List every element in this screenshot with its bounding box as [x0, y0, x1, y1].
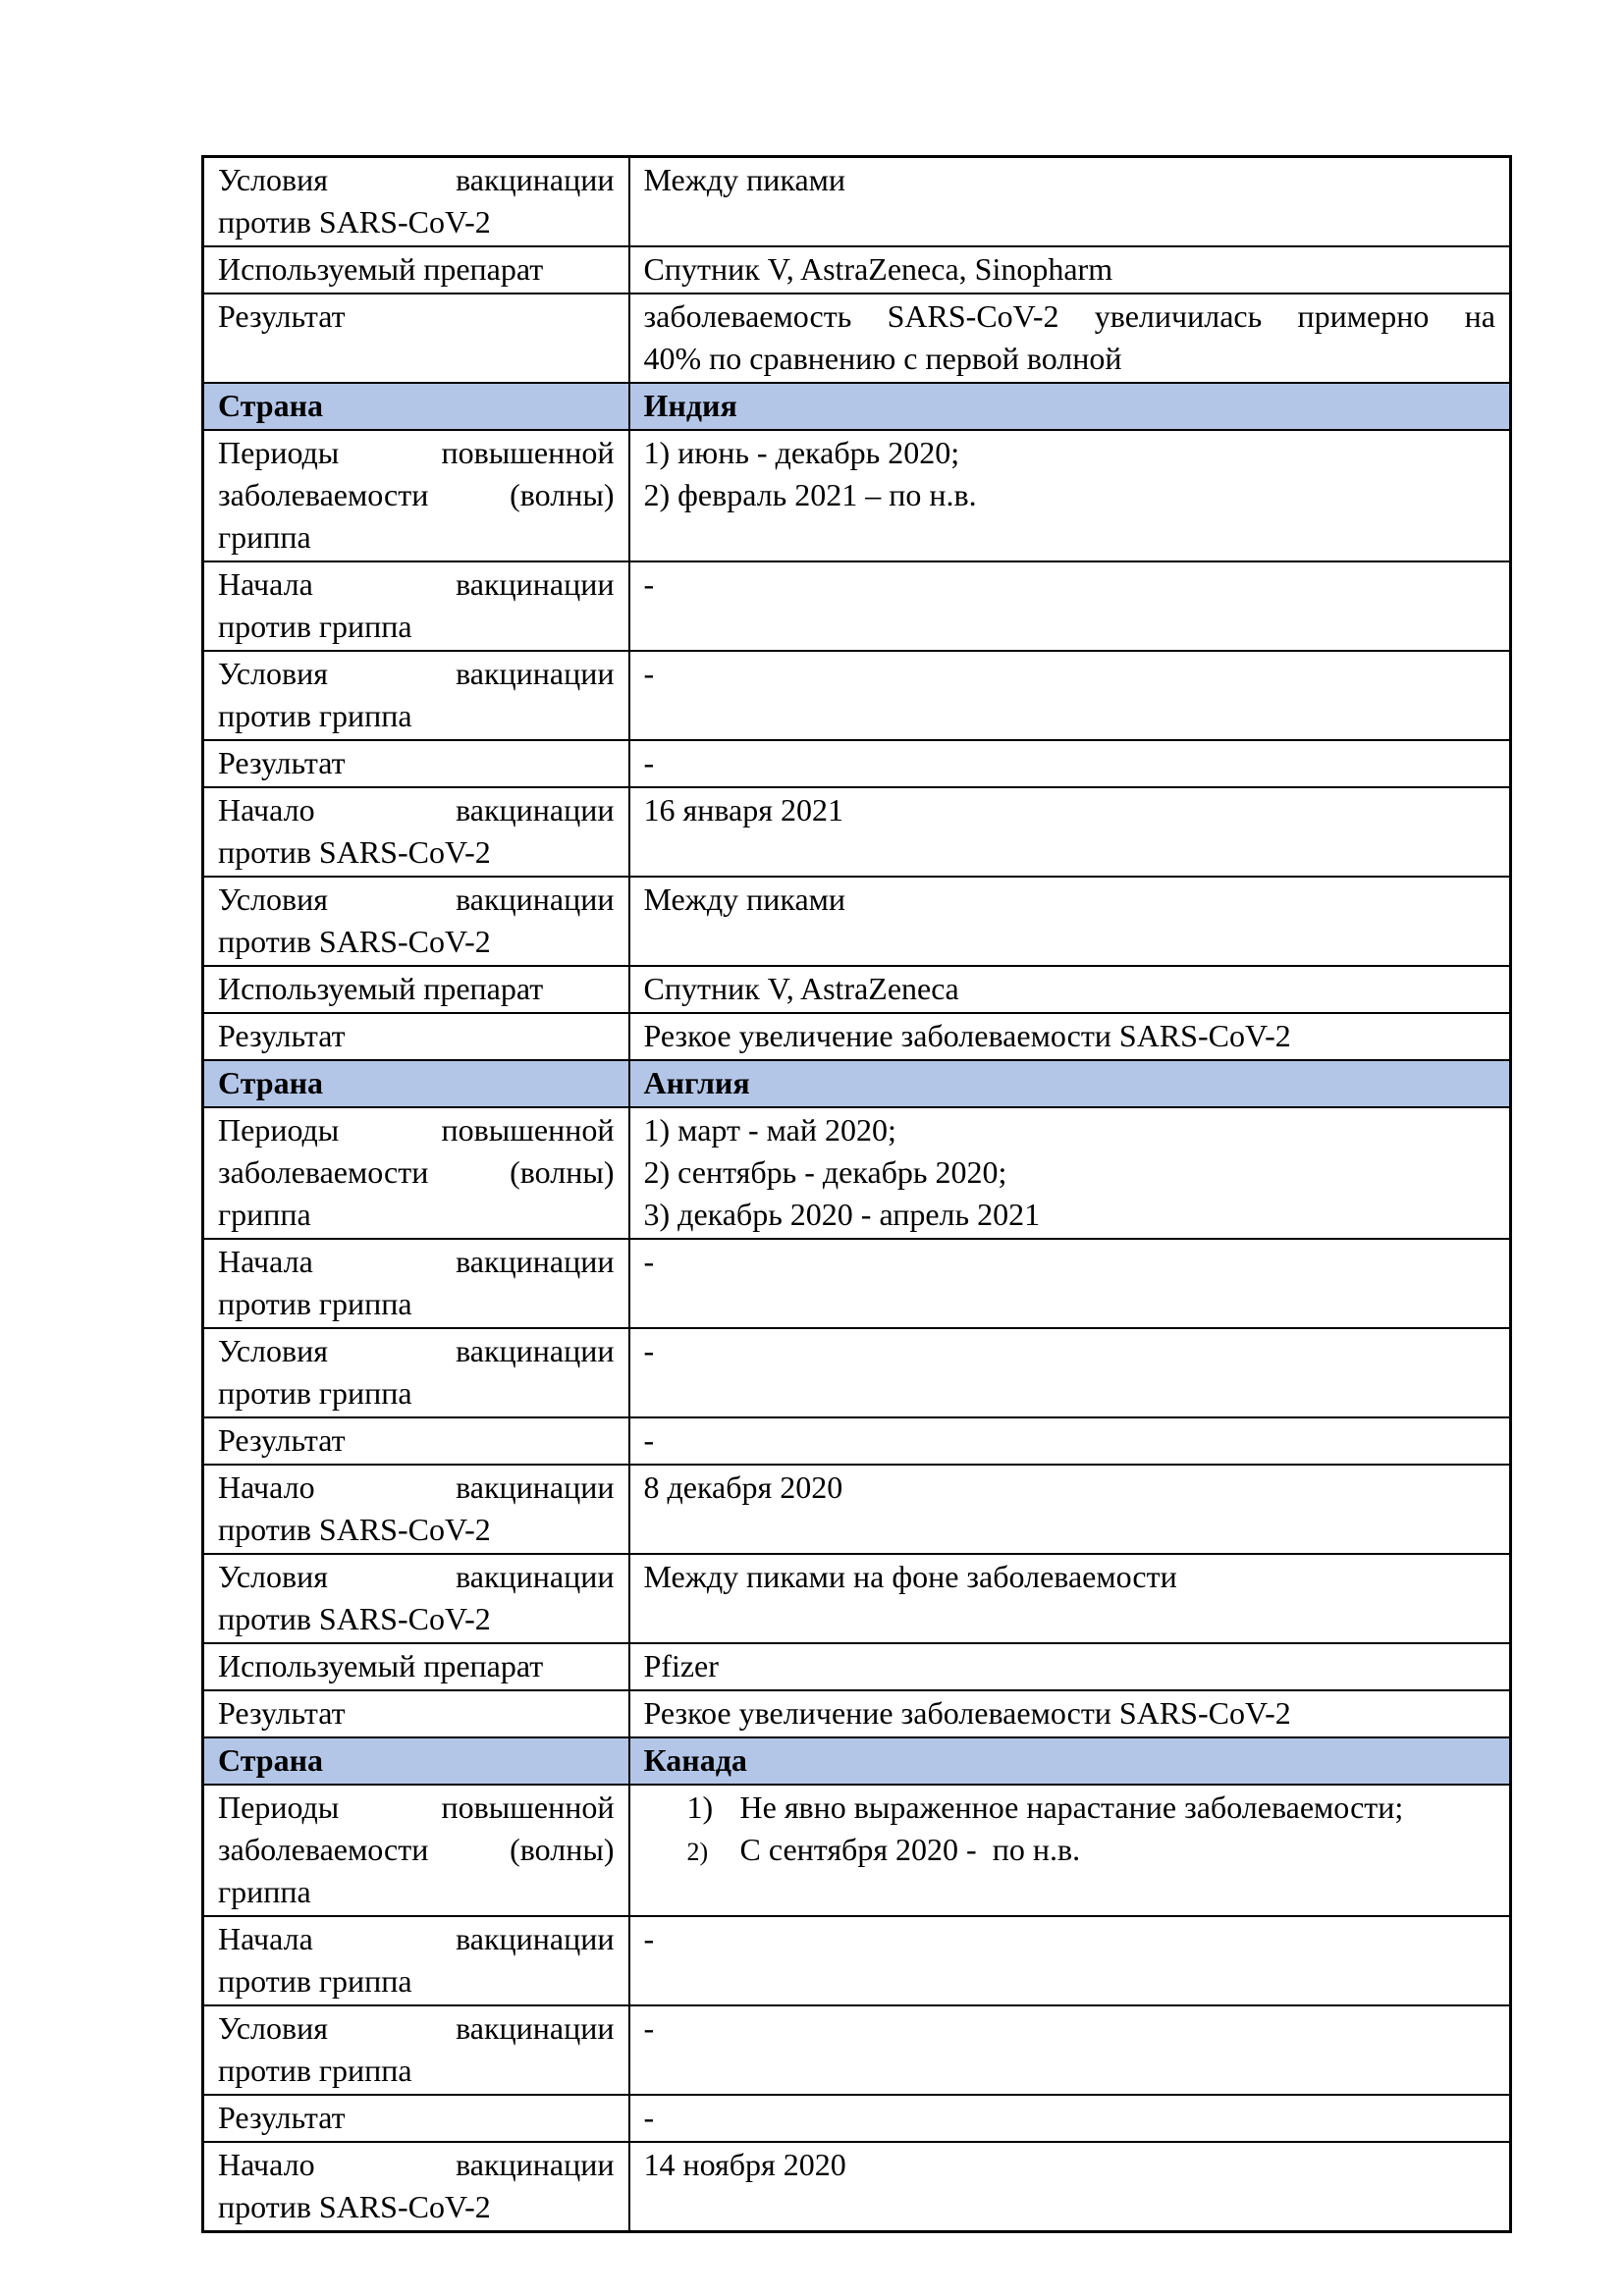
- row-value-cell: [629, 2095, 1511, 2142]
- cell-line: гриппа: [218, 1874, 311, 1909]
- cell-line: Используемый препарат: [218, 1648, 544, 1683]
- table-row: [203, 1916, 1511, 2005]
- cell-line: Резкое увеличение заболеваемости SARS-CoV-2: [643, 1018, 1291, 1053]
- cell-line: 1) июнь - декабрь 2020;: [643, 435, 960, 470]
- row-value-cell: [629, 1328, 1511, 1417]
- cell-line: Периоды повышенной: [218, 435, 615, 470]
- cell-line: заболеваемости (волны): [218, 1154, 615, 1190]
- row-value-cell: [629, 1239, 1511, 1328]
- row-label-cell: [203, 2005, 629, 2095]
- cell-line: заболеваемость SARS-CoV-2 увеличилась примерно на: [643, 298, 1495, 334]
- row-value-cell: [629, 1554, 1511, 1643]
- cell-line: Результат: [218, 1422, 346, 1458]
- cell-line: Условия вакцинации: [218, 1333, 615, 1368]
- cell-line: -: [643, 1422, 655, 1458]
- cell-line: Начала вакцинации: [218, 1921, 615, 1956]
- list-text: Не явно выраженное нарастание заболеваемости;: [739, 1789, 1404, 1825]
- cell-line: Используемый препарат: [218, 251, 544, 287]
- table-row: [203, 651, 1511, 740]
- cell-line: против SARS-CoV-2: [218, 204, 491, 240]
- table-row: [203, 2142, 1511, 2232]
- row-label-cell: [203, 246, 629, 294]
- row-label-cell: [203, 1554, 629, 1643]
- cell-line: против гриппа: [218, 698, 412, 733]
- cell-line: -: [643, 1333, 655, 1368]
- row-value-cell: [629, 1465, 1511, 1554]
- row-label-cell: [203, 1060, 629, 1107]
- cell-line: Условия вакцинации: [218, 2010, 615, 2046]
- row-value-cell: [629, 1785, 1511, 1916]
- cell-line: заболеваемости (волны): [218, 477, 615, 512]
- table-row: [203, 430, 1511, 561]
- row-value-cell: [629, 1916, 1511, 2005]
- numbered-list-line: [644, 1829, 1496, 1873]
- table-row: [203, 561, 1511, 651]
- country-header-row: [203, 1060, 1511, 1107]
- numbered-list-line: [644, 1787, 1496, 1829]
- cell-line: Между пиками: [643, 881, 846, 917]
- table-row: [203, 246, 1511, 294]
- cell-line: против гриппа: [218, 1286, 412, 1321]
- country-header-row: [203, 383, 1511, 430]
- cell-line: 2) февраль 2021 – по н.в.: [643, 477, 977, 512]
- row-label-cell: [203, 1239, 629, 1328]
- row-label-cell: [203, 1013, 629, 1060]
- table-row: [203, 1643, 1511, 1690]
- cell-line: Спутник V, AstraZeneca: [643, 971, 959, 1006]
- row-value-cell: [629, 651, 1511, 740]
- row-label-cell: [203, 561, 629, 651]
- table-row: [203, 1239, 1511, 1328]
- table-row: [203, 1690, 1511, 1737]
- list-marker: 2): [686, 1838, 709, 1866]
- list-text: С сентября 2020 - по н.в.: [739, 1832, 1081, 1867]
- row-label-cell: [203, 966, 629, 1013]
- cell-line: Периоды повышенной: [218, 1112, 615, 1148]
- cell-line: -: [643, 566, 655, 602]
- cell-line: Спутник V, AstraZeneca, Sinopharm: [643, 251, 1113, 287]
- row-label-cell: [203, 1328, 629, 1417]
- cell-line: -: [643, 1244, 655, 1279]
- table-row: [203, 2005, 1511, 2095]
- row-value-cell: [629, 383, 1511, 430]
- cell-line: Условия вакцинации: [218, 1559, 615, 1594]
- cell-line: Начало вакцинации: [218, 792, 615, 828]
- row-label-cell: [203, 157, 629, 247]
- row-value-cell: [629, 1417, 1511, 1465]
- row-value-cell: [629, 877, 1511, 966]
- row-label-cell: [203, 787, 629, 877]
- cell-line: Страна: [218, 1065, 324, 1100]
- row-label-cell: [203, 1690, 629, 1737]
- cell-line: Между пиками на фоне заболеваемости: [643, 1559, 1177, 1594]
- row-label-cell: [203, 877, 629, 966]
- cell-line: против SARS-CoV-2: [218, 1601, 491, 1636]
- row-label-cell: [203, 651, 629, 740]
- cell-line: гриппа: [218, 519, 311, 555]
- country-header-row: [203, 1737, 1511, 1785]
- cell-line: -: [643, 1921, 655, 1956]
- cell-line: Pfizer: [643, 1648, 719, 1683]
- table-row: [203, 877, 1511, 966]
- cell-line: -: [643, 656, 655, 691]
- cell-line: Результат: [218, 1695, 346, 1731]
- vaccination-table: [201, 155, 1512, 2233]
- cell-line: Условия вакцинации: [218, 162, 615, 197]
- cell-line: Результат: [218, 1018, 346, 1053]
- table-row: [203, 1785, 1511, 1916]
- cell-line: Индия: [643, 388, 737, 423]
- cell-line: Используемый препарат: [218, 971, 544, 1006]
- table-row: [203, 1465, 1511, 1554]
- row-value-cell: [629, 157, 1511, 247]
- cell-line: Начало вакцинации: [218, 1469, 615, 1505]
- row-value-cell: [629, 1690, 1511, 1737]
- cell-line: Начала вакцинации: [218, 1244, 615, 1279]
- cell-line: гриппа: [218, 1197, 311, 1232]
- cell-line: 14 ноября 2020: [643, 2147, 846, 2182]
- row-label-cell: [203, 1107, 629, 1239]
- cell-line: Страна: [218, 1742, 324, 1778]
- table-row: [203, 1554, 1511, 1643]
- cell-line: против гриппа: [218, 1375, 412, 1411]
- table-row: [203, 966, 1511, 1013]
- cell-line: -: [643, 2100, 655, 2135]
- cell-line: Результат: [218, 2100, 346, 2135]
- cell-line: -: [643, 2010, 655, 2046]
- row-label-cell: [203, 2142, 629, 2232]
- cell-line: против SARS-CoV-2: [218, 1512, 491, 1547]
- row-value-cell: [629, 1060, 1511, 1107]
- cell-line: Страна: [218, 388, 324, 423]
- row-label-cell: [203, 1465, 629, 1554]
- row-value-cell: [629, 1107, 1511, 1239]
- cell-line: Канада: [643, 1742, 747, 1778]
- table-row: [203, 1013, 1511, 1060]
- row-label-cell: [203, 1643, 629, 1690]
- cell-line: 2) сентябрь - декабрь 2020;: [643, 1154, 1007, 1190]
- row-label-cell: [203, 2095, 629, 2142]
- cell-line: Начала вакцинации: [218, 566, 615, 602]
- cell-line: Начало вакцинации: [218, 2147, 615, 2182]
- row-value-cell: [629, 294, 1511, 383]
- list-marker: 1): [686, 1789, 714, 1825]
- row-label-cell: [203, 430, 629, 561]
- table-row: [203, 1328, 1511, 1417]
- row-value-cell: [629, 561, 1511, 651]
- row-label-cell: [203, 740, 629, 787]
- cell-line: 3) декабрь 2020 - апрель 2021: [643, 1197, 1041, 1232]
- table-row: [203, 740, 1511, 787]
- cell-line: против гриппа: [218, 1963, 412, 1999]
- row-value-cell: [629, 966, 1511, 1013]
- table-row: [203, 294, 1511, 383]
- table-row: [203, 1107, 1511, 1239]
- row-value-cell: [629, 1013, 1511, 1060]
- row-label-cell: [203, 1916, 629, 2005]
- cell-line: -: [643, 745, 655, 780]
- cell-line: 16 января 2021: [643, 792, 843, 828]
- cell-line: заболеваемости (волны): [218, 1832, 615, 1867]
- cell-line: 40% по сравнению с первой волной: [643, 341, 1122, 376]
- cell-line: против гриппа: [218, 2053, 412, 2088]
- row-value-cell: [629, 2142, 1511, 2232]
- cell-line: 8 декабря 2020: [643, 1469, 843, 1505]
- row-value-cell: [629, 1737, 1511, 1785]
- cell-line: Условия вакцинации: [218, 881, 615, 917]
- row-value-cell: [629, 2005, 1511, 2095]
- table-row: [203, 787, 1511, 877]
- cell-line: Периоды повышенной: [218, 1789, 615, 1825]
- row-label-cell: [203, 1737, 629, 1785]
- row-label-cell: [203, 294, 629, 383]
- cell-line: Условия вакцинации: [218, 656, 615, 691]
- row-label-cell: [203, 1417, 629, 1465]
- row-value-cell: [629, 246, 1511, 294]
- cell-line: против SARS-CoV-2: [218, 924, 491, 959]
- cell-line: против SARS-CoV-2: [218, 2189, 491, 2224]
- table-row: [203, 2095, 1511, 2142]
- cell-line: 1) март - май 2020;: [643, 1112, 896, 1148]
- row-value-cell: [629, 740, 1511, 787]
- row-label-cell: [203, 1785, 629, 1916]
- table-row: [203, 1417, 1511, 1465]
- table-row: [203, 157, 1511, 247]
- row-label-cell: [203, 383, 629, 430]
- cell-line: Резкое увеличение заболеваемости SARS-CoV-2: [643, 1695, 1291, 1731]
- cell-line: Англия: [643, 1065, 750, 1100]
- cell-line: против гриппа: [218, 609, 412, 644]
- cell-line: против SARS-CoV-2: [218, 834, 491, 870]
- row-value-cell: [629, 430, 1511, 561]
- cell-line: Между пиками: [643, 162, 846, 197]
- cell-line: Результат: [218, 298, 346, 334]
- cell-line: Результат: [218, 745, 346, 780]
- row-value-cell: [629, 787, 1511, 877]
- row-value-cell: [629, 1643, 1511, 1690]
- table-body: [203, 157, 1511, 2232]
